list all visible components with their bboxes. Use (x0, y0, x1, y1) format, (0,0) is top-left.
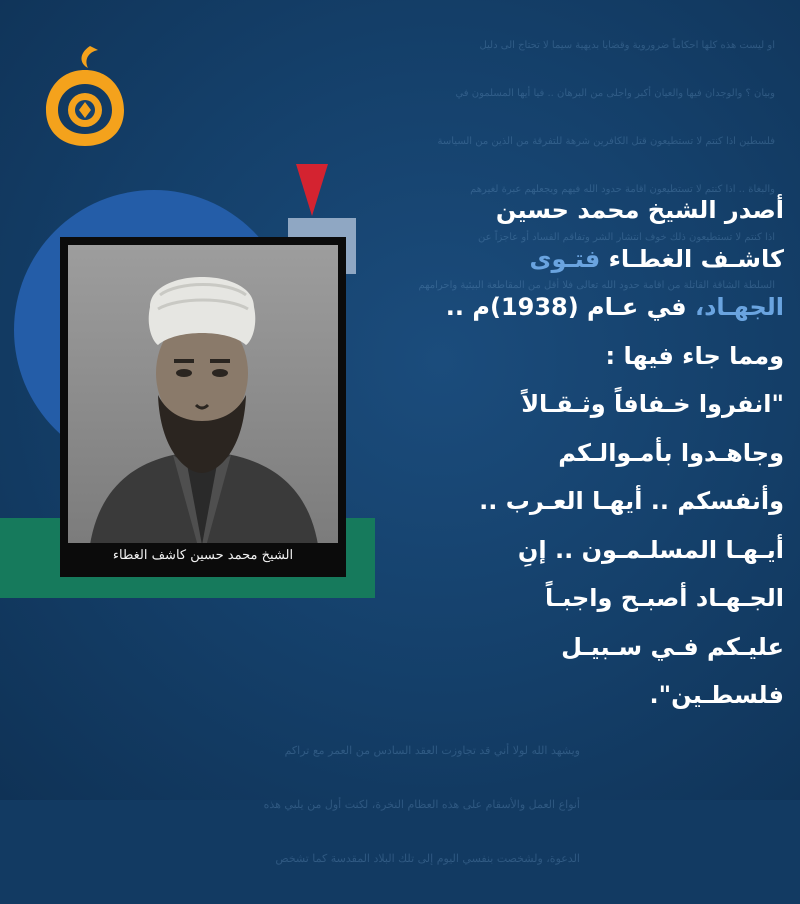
text-line: عليـكم فـي سـبيـل (561, 632, 784, 661)
background-text-line: وبيان ؟ والوجدان فيها والعيان أكبر واجلى من البرهان .. فيا أيها المسلمون في (455, 88, 775, 99)
portrait-caption: الشيخ محمد حسين كاشف الغطاء (68, 543, 338, 569)
text-line: الجـهـاد أصبـح واجبـاً (545, 584, 784, 612)
text-line: "انفروا خـفافاً وثـقـالاً (521, 390, 784, 418)
background-text-line: او ليست هذه كلها احكاماً ضروروية وقضايا بديهية سيما لا تحتاج الى دليل (479, 40, 775, 51)
text-line: أيـهـا المسلـمـون .. إنِ (517, 535, 784, 564)
portrait-photo (68, 245, 338, 561)
quote-text (392, 186, 784, 720)
background-text-line: اذا كنتم لا تستطيعون ذلك خوف انتشار الشر وتفاقم الفساد أو عاجزاً عن (477, 232, 775, 243)
background-text-line: الدعوة، ولشخصت بنفسي اليوم إلى تلك البلاد المقدسة كما تشخص (275, 852, 580, 865)
portrait-figure (68, 245, 338, 561)
background-text-line: فلسطين اذا كنتم لا تستطيعون قتل الكافرين شرهة للتفرقة من الذين من السياسة (437, 136, 775, 147)
text-line: أصدر الشيخ محمد حسين (495, 196, 784, 224)
text-line (392, 235, 784, 284)
text-line (392, 283, 784, 332)
text-line: وجاهـدوا بأمـوالـكم (558, 438, 784, 467)
background-text-line: ويشهد الله لولا أني قد تجاوزت العقد السادس من العمر مع تراكم (284, 744, 580, 757)
background-text-line: والبغاة .. اذا كنتم لا تستطيعون اقامة حدود الله فيهم ويجعلهم عبرة لغيرهم (470, 184, 775, 195)
highlight-text: الجهـاد، (694, 293, 784, 321)
text-line: فلسطـين". (649, 681, 784, 709)
text-segment: في عـام (1938)م .. (445, 293, 695, 321)
text-segment: كاشـف الغطـاء (600, 244, 784, 273)
eye-logo-icon (40, 40, 130, 150)
background-text-line: السلطة الشاقة القاتلة من اقامة حدود الله تعالى فلا أقل من المقاطعة البيئية واحرامهم (418, 280, 775, 291)
background-text-bottom (60, 706, 580, 904)
background-text-line: أنواع العمل والأسقام على هذه العظام النخرة، لكنت أول من يلبي هذه (263, 798, 580, 811)
highlight-text: فتـوى (529, 244, 601, 273)
text-line: وأنفسكم .. أيهـا العـرب .. (479, 487, 784, 515)
decorative-triangle (296, 164, 328, 216)
text-line: ومما جاء فيها : (605, 341, 784, 370)
portrait-frame (60, 237, 346, 577)
